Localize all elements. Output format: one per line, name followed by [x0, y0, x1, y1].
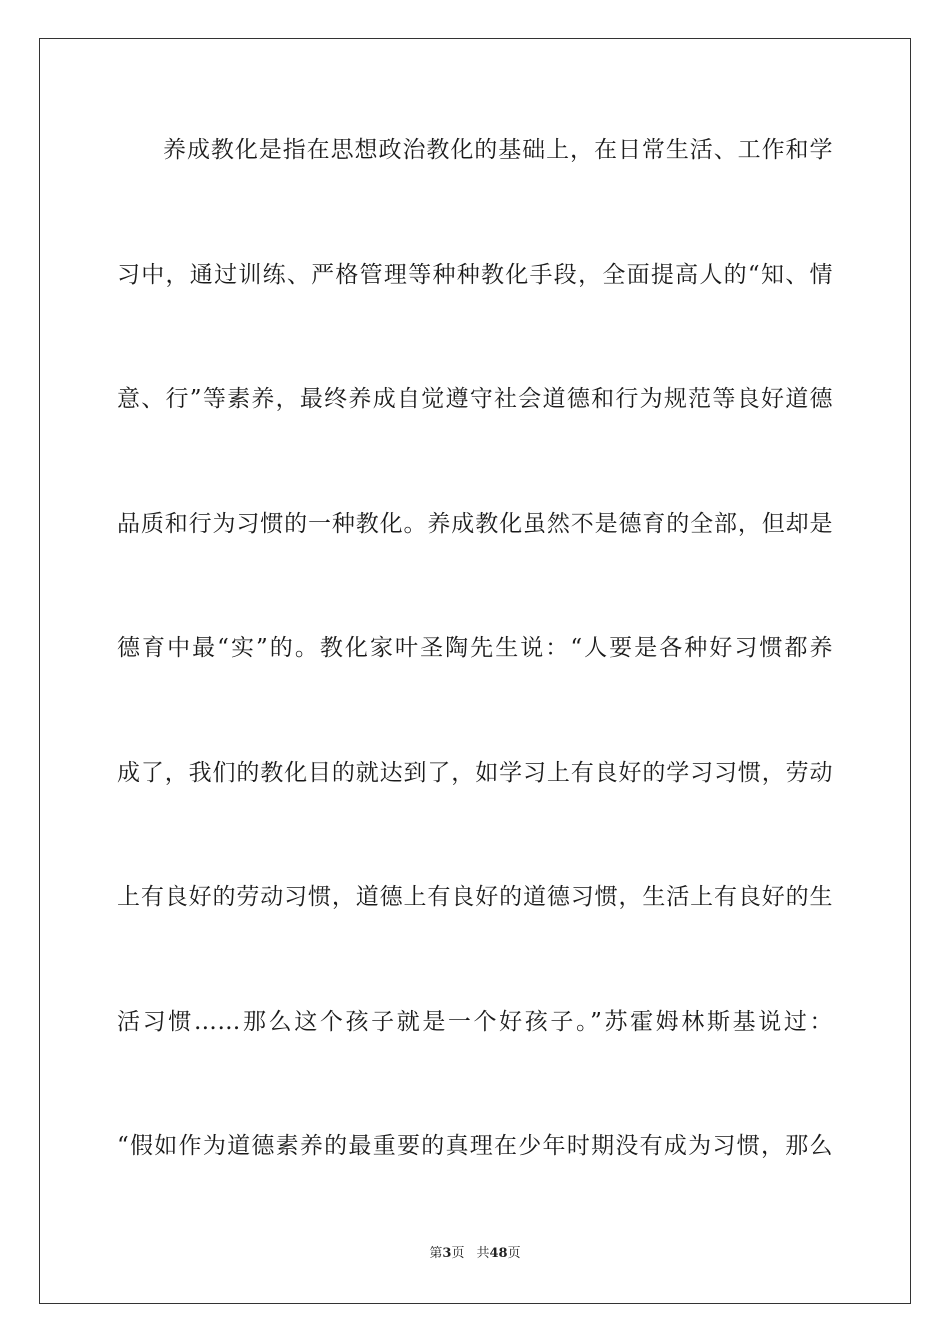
page-suffix: 页: [451, 1246, 465, 1261]
paragraph-line-7: 上有良好的劳动习惯，道德上有良好的道德习惯，生活上有良好的生: [117, 884, 833, 910]
page-prefix: 第: [429, 1246, 443, 1261]
page-number: 3: [442, 1246, 452, 1261]
paragraph-line-4: 品质和行为习惯的一种教化。养成教化虽然不是德育的全部，但却是: [117, 511, 833, 537]
paragraph-line-1: 养成教化是指在思想政治教化的基础上，在日常生活、工作和学: [163, 137, 833, 163]
total-pages: 48: [489, 1246, 508, 1261]
paragraph-line-3: 意、行”等素养，最终养成自觉遵守社会道德和行为规范等良好道德: [117, 386, 833, 412]
total-prefix: 共: [476, 1246, 490, 1261]
page-border: [39, 38, 911, 1304]
paragraph-line-8: 活习惯……那么这个孩子就是一个好孩子。”苏霍姆林斯基说过：: [117, 1009, 833, 1035]
paragraph-line-6: 成了，我们的教化目的就达到了，如学习上有良好的学习习惯，劳动: [117, 760, 833, 786]
paragraph-line-9: “假如作为道德素养的最重要的真理在少年时期没有成为习惯，那么: [117, 1133, 833, 1159]
total-pages-label: [476, 1246, 520, 1261]
paragraph-line-5: 德育中最“实”的。教化家叶圣陶先生说：“人要是各种好习惯都养: [117, 635, 833, 661]
paragraph-line-2: 习中，通过训练、严格管理等种种教化手段，全面提高人的“知、情: [117, 262, 833, 288]
total-suffix: 页: [507, 1246, 521, 1261]
page-footer: [0, 1245, 950, 1263]
page-number-label: [429, 1246, 464, 1261]
